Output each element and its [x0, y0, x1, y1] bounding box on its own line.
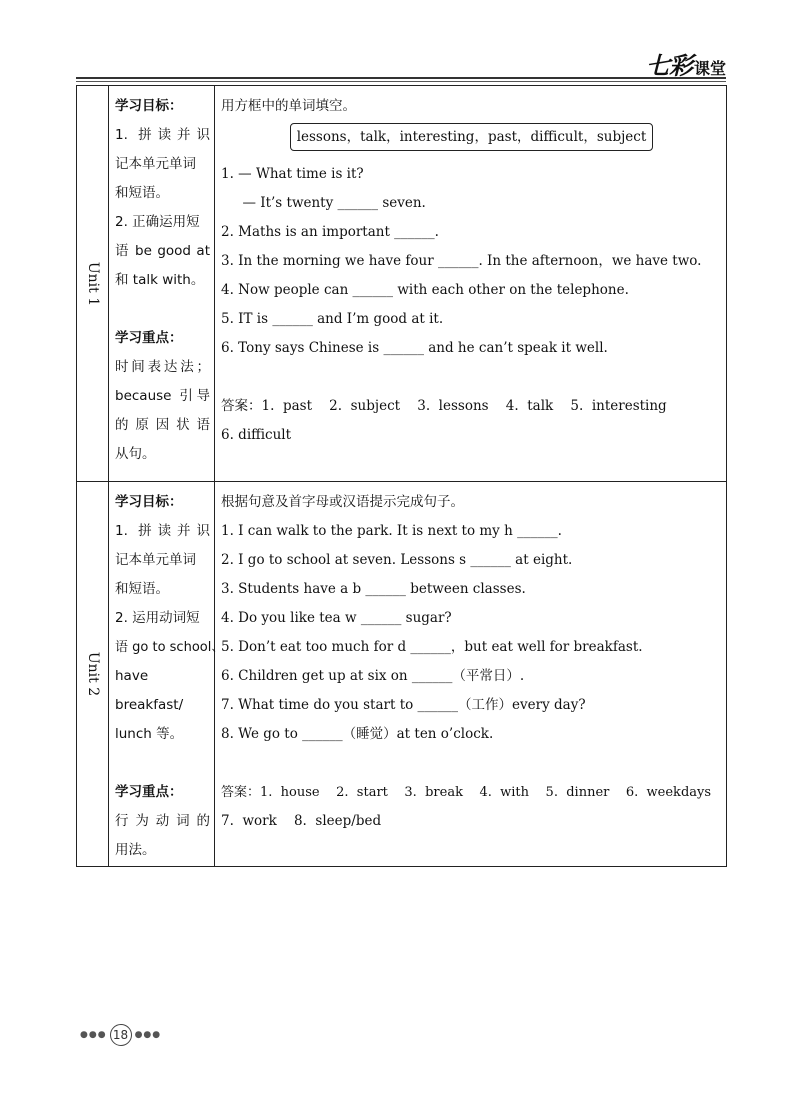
dots-decoration-left: ●●●: [80, 1030, 107, 1040]
objectives-cell: [109, 86, 215, 482]
focus-line: because 引导: [115, 388, 210, 404]
objective-line: 和短语。: [115, 185, 169, 201]
exercise-line: 2. Maths is an important ______.: [221, 224, 439, 240]
exercise-instruction: 用方框中的单词填空。: [221, 98, 356, 114]
focus-title: 学习重点：: [115, 330, 183, 346]
lesson-table: [76, 85, 727, 867]
objective-line: 和 talk with。: [115, 272, 205, 288]
focus-line: 行为动词的: [115, 813, 210, 829]
objectives-title: 学习目标：: [115, 98, 183, 114]
exercise-line: 4. Do you like tea w ______ sugar?: [221, 610, 452, 626]
unit-row: [77, 482, 727, 867]
page-number-circle: 18: [110, 1024, 132, 1046]
unit-label-cell: [77, 482, 109, 867]
dots-decoration-right: ●●●: [134, 1030, 162, 1040]
objective-line: 1. 拼读并识: [115, 523, 210, 539]
focus-line: 时间表达法；: [115, 359, 210, 375]
objective-line: 2. 运用动词短: [115, 610, 200, 626]
answer-line: 7. work 8. sleep/bed: [221, 813, 382, 829]
header-rule: [76, 77, 726, 79]
exercise-line: 6. Children get up at six on ______（平常日）.: [221, 668, 525, 684]
objective-line: 和短语。: [115, 581, 169, 597]
objectives-cell: [109, 482, 225, 867]
unit-label: Unit 2: [84, 651, 101, 697]
brand-logo-suffix: 课堂: [693, 59, 726, 78]
answer-line: 6. difficult: [221, 427, 292, 443]
objective-line: 记本单元单词: [115, 156, 196, 172]
exercise-line: 6. Tony says Chinese is ______ and he can’t speak it well.: [221, 340, 608, 356]
exercise-line: — It’s twenty ______ seven.: [221, 195, 426, 211]
exercise-line: 1. — What time is it?: [221, 166, 364, 182]
exercise-line: 7. What time do you start to ______（工作）every day?: [221, 697, 586, 713]
brand-logo: [646, 46, 726, 81]
unit-label: Unit 1: [84, 261, 101, 306]
objective-line: 2. 正确运用短: [115, 214, 200, 230]
exercise-line: 4. Now people can ______ with each other on the telephone.: [221, 282, 629, 298]
answer-line: 答案：1. past 2. subject 3. lessons 4. talk 5. interesting: [221, 398, 667, 414]
exercise-line: 2. I go to school at seven. Lessons s ______ at eight.: [221, 552, 573, 568]
focus-title: 学习重点：: [115, 784, 183, 800]
focus-line: 的原因状语: [115, 417, 210, 433]
objective-line: have breakfast/: [115, 668, 184, 713]
unit-label-cell: [77, 86, 109, 482]
page-number: [80, 1024, 161, 1046]
objective-line: 1. 拼读并识: [115, 127, 210, 143]
brand-logo-main: 七彩: [645, 52, 692, 80]
exercise-line: 3. Students have a b ______ between classes.: [221, 581, 526, 597]
header-rule-thin: [76, 81, 726, 82]
exercise-line: 1. I can walk to the park. It is next to my h ______.: [221, 523, 562, 539]
exercise-instruction: 根据句意及首字母或汉语提示完成句子。: [221, 494, 464, 510]
objective-line: 语 go to school、: [115, 640, 225, 655]
objective-line: 记本单元单词: [115, 552, 196, 568]
focus-line: 用法。: [115, 842, 156, 858]
exercise-cell: [215, 482, 727, 867]
word-box: lessons，talk，interesting，past，difficult，subject: [290, 123, 654, 151]
answer-line: 答案：1. house 2. start 3. break 4. with 5. dinner 6. weekdays: [221, 785, 712, 800]
objectives-title: 学习目标：: [115, 494, 183, 510]
exercise-line: 3. In the morning we have four ______. In the afternoon，we have two.: [221, 253, 702, 269]
exercise-line: 5. Don’t eat too much for d ______，but eat well for breakfast.: [221, 639, 643, 655]
unit-row: [77, 86, 727, 482]
exercise-cell: [215, 86, 727, 482]
objective-line: lunch 等。: [115, 726, 184, 742]
focus-line: 从句。: [115, 446, 156, 462]
exercise-line: 8. We go to ______（睡觉）at ten o’clock.: [221, 726, 494, 742]
exercise-line: 5. IT is ______ and I’m good at it.: [221, 311, 444, 327]
objective-line: 语 be good at: [115, 243, 210, 259]
